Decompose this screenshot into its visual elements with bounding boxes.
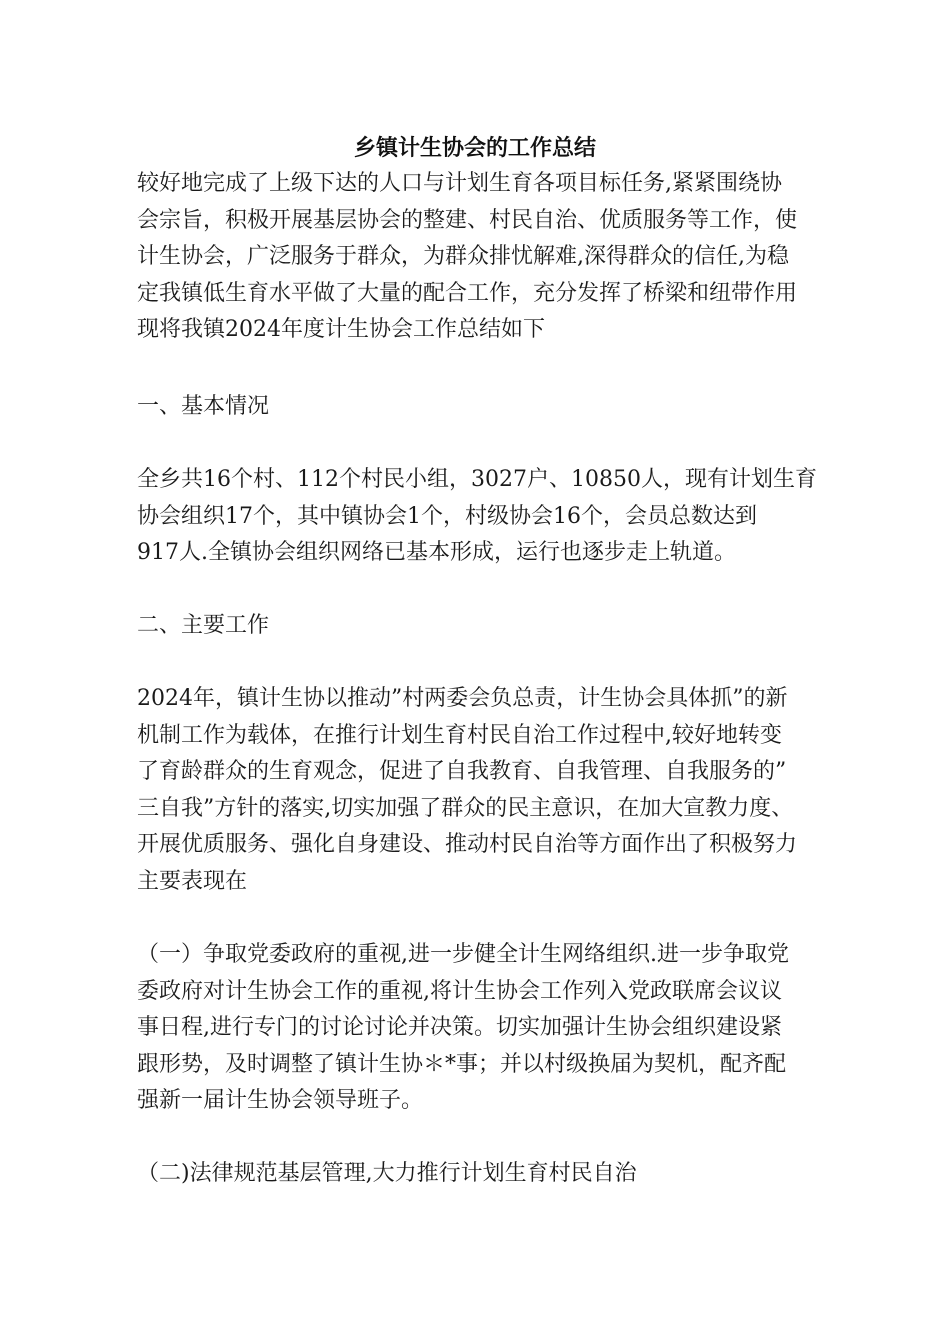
section1-line: 全乡共16个村、112个村民小组，3027户、10850人，现有计划生育 — [137, 467, 817, 492]
section2-line: 三自我”方针的落实,切实加强了群众的民主意识，在加大宣教力度、 — [137, 795, 794, 821]
section2-line: 机制工作为载体，在推行计划生育村民自治工作过程中,较好地转变 — [137, 722, 782, 748]
section2-line: 主要表现在 — [137, 868, 248, 894]
subsection1-paragraph — [137, 937, 827, 1120]
intro-line: 现将我镇2024年度计生协会工作总结如下 — [137, 317, 545, 342]
section1-line: 协会组织17个，其中镇协会1个，村级协会16个，会员总数达到 — [137, 503, 757, 529]
subsection2-heading — [137, 1156, 827, 1193]
subsection1-line: 跟形势，及时调整了镇计生协＊*事；并以村级换届为契机，配齐配 — [137, 1051, 787, 1077]
section1-heading-text: 一、基本情况 — [137, 394, 270, 419]
section2-heading-text: 二、主要工作 — [137, 613, 270, 638]
subsection2-heading-text: （二)法律规范基层管理,大力推行计划生育村民自治 — [137, 1161, 637, 1186]
section1-heading — [137, 389, 827, 426]
section2-line: 了育龄群众的生育观念，促进了自我教育、自我管理、自我服务的” — [137, 759, 787, 784]
intro-line: 计生协会，广泛服务于群众，为群众排忧解难,深得群众的信任,为稳 — [137, 244, 789, 269]
subsection1-line: （一）争取党委政府的重视,进一步健全计生网络组织.进一步争取党 — [137, 942, 789, 967]
section1-paragraph — [137, 462, 827, 572]
section2-line: 开展优质服务、强化自身建设、推动村民自治等方面作出了积极努力 — [137, 832, 798, 857]
intro-paragraph — [137, 166, 827, 349]
section2-paragraph — [137, 681, 827, 900]
intro-line: 会宗旨，积极开展基层协会的整建、村民自治、优质服务等工作，使 — [137, 207, 798, 233]
subsection1-line: 事日程,进行专门的讨论讨论并决策。切实加强计生协会组织建设紧 — [137, 1015, 782, 1040]
subsection1-line: 委政府对计生协会工作的重视,将计生协会工作列入党政联席会议议 — [137, 978, 782, 1004]
intro-line: 定我镇低生育水平做了大量的配合工作，充分发挥了桥梁和纽带作用 — [137, 280, 798, 306]
subsection1-line: 强新一届计生协会领导班子。 — [137, 1088, 424, 1113]
document-title: 乡镇计生协会的工作总结 — [353, 136, 596, 161]
section2-heading — [137, 608, 827, 645]
section1-line: 917人.全镇协会组织网络已基本形成，运行也逐步走上轨道。 — [137, 540, 736, 565]
intro-line: 较好地完成了上级下达的人口与计划生育各项目标任务,紧紧围绕协 — [137, 171, 782, 196]
section2-line: 2024年，镇计生协以推动”村两委会负总责，计生协会具体抓”的新 — [137, 686, 788, 711]
